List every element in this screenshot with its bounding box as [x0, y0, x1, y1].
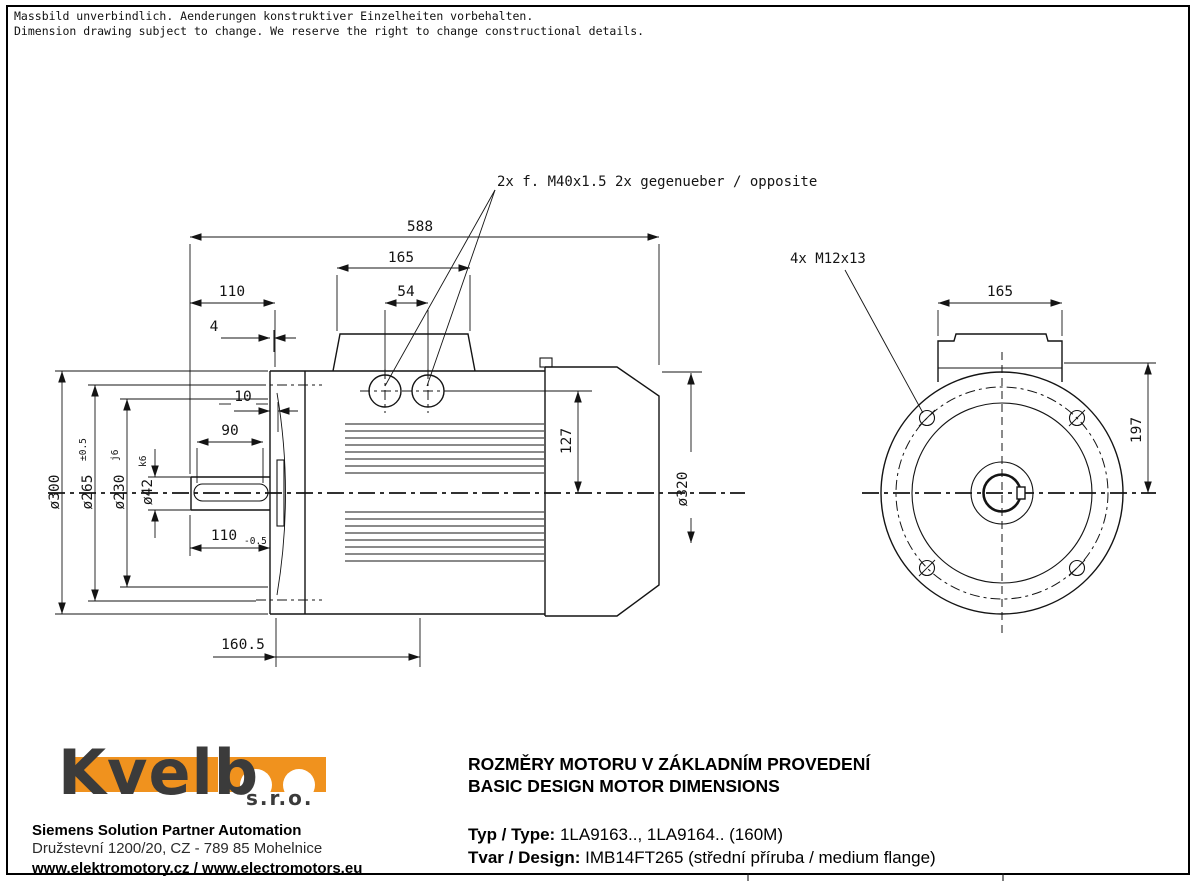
logo-wordmark: Kvelb [58, 736, 260, 809]
svg-text:127: 127 [559, 427, 575, 455]
motor-type-row [468, 825, 783, 845]
dim-key-length [197, 423, 263, 483]
drawing-title-czech: ROZMĚRY MOTORU V ZÁKLADNÍM PROVEDENÍ [468, 754, 871, 774]
type-value: 1LA9163.., 1LA9164.. (160M) [555, 825, 783, 844]
svg-text:90: 90 [221, 423, 239, 439]
svg-text:160.5: 160.5 [221, 637, 265, 653]
dim-shaft-length-toleranced [190, 515, 270, 556]
svg-text:k6: k6 [138, 455, 149, 467]
flange-holes-callout-text: 4x M12x13 [790, 251, 866, 267]
svg-text:110: 110 [210, 528, 238, 544]
svg-text:ø230: ø230 [112, 474, 128, 510]
svg-text:4: 4 [209, 319, 219, 335]
svg-text:165: 165 [986, 284, 1014, 300]
svg-text:ø320: ø320 [675, 471, 691, 507]
kvelb-logo [30, 736, 360, 820]
type-label: Typ / Type: [468, 825, 556, 844]
fan-cowl [540, 358, 659, 616]
design-label: Tvar / Design: [468, 848, 581, 867]
svg-text:588: 588 [406, 219, 434, 235]
flange-holes-callout [790, 251, 923, 413]
dim-gap-4 [210, 319, 296, 338]
dim-fan-cowl-diameter [662, 372, 702, 543]
gland-callout [385, 174, 817, 386]
company-websites[interactable]: www.elektromotory.cz / www.electromotors.eu [32, 860, 363, 877]
drawing-title-english: BASIC DESIGN MOTOR DIMENSIONS [468, 776, 780, 796]
logo-suffix: s.r.o. [246, 786, 314, 810]
svg-text:ø42: ø42 [140, 478, 156, 506]
keyway-notch [1017, 487, 1025, 499]
front-view [790, 251, 1156, 638]
svg-text:10: 10 [234, 389, 252, 405]
terminal-box-front [938, 334, 1062, 382]
svg-text:j6: j6 [110, 449, 121, 461]
svg-text:110: 110 [218, 284, 246, 300]
side-view [47, 174, 817, 667]
dim-overall-length [190, 219, 659, 474]
disclaimer-german: Massbild unverbindlich. Aenderungen konstruktiver Einzelheiten vorbehalten. [14, 9, 534, 23]
motor-body [270, 367, 545, 616]
dim-gland-pitch [385, 284, 428, 372]
dim-box-width-front [938, 284, 1062, 336]
svg-text:ø265: ø265 [80, 474, 96, 510]
svg-text:197: 197 [1129, 416, 1145, 444]
disclaimer-english: Dimension drawing subject to change. We reserve the right to change constructional details. [14, 24, 645, 38]
dim-gland-height [559, 391, 578, 493]
svg-text:-0.5: -0.5 [244, 536, 267, 547]
design-value: IMB14FT265 (střední příruba / medium flange) [580, 848, 936, 867]
svg-text:165: 165 [387, 250, 415, 266]
dim-box-height [1064, 363, 1156, 493]
gland-callout-text: 2x f. M40x1.5 2x gegenueber / opposite [497, 174, 818, 190]
svg-text:±0.5: ±0.5 [78, 438, 89, 461]
svg-text:ø300: ø300 [47, 474, 63, 510]
dim-shaft-length [190, 284, 275, 367]
flange-side [256, 330, 322, 614]
cable-glands [360, 369, 592, 413]
footer-company-block [30, 736, 450, 877]
partner-line: Siemens Solution Partner Automation [32, 822, 302, 839]
svg-text:54: 54 [397, 284, 415, 300]
company-address: Družstevní 1200/20, CZ - 789 85 Mohelnice [32, 840, 323, 857]
dim-face-to-gland [213, 618, 420, 667]
motor-design-row [468, 848, 936, 868]
cropped-table-ticks [748, 873, 1003, 881]
title-block [468, 753, 1178, 867]
